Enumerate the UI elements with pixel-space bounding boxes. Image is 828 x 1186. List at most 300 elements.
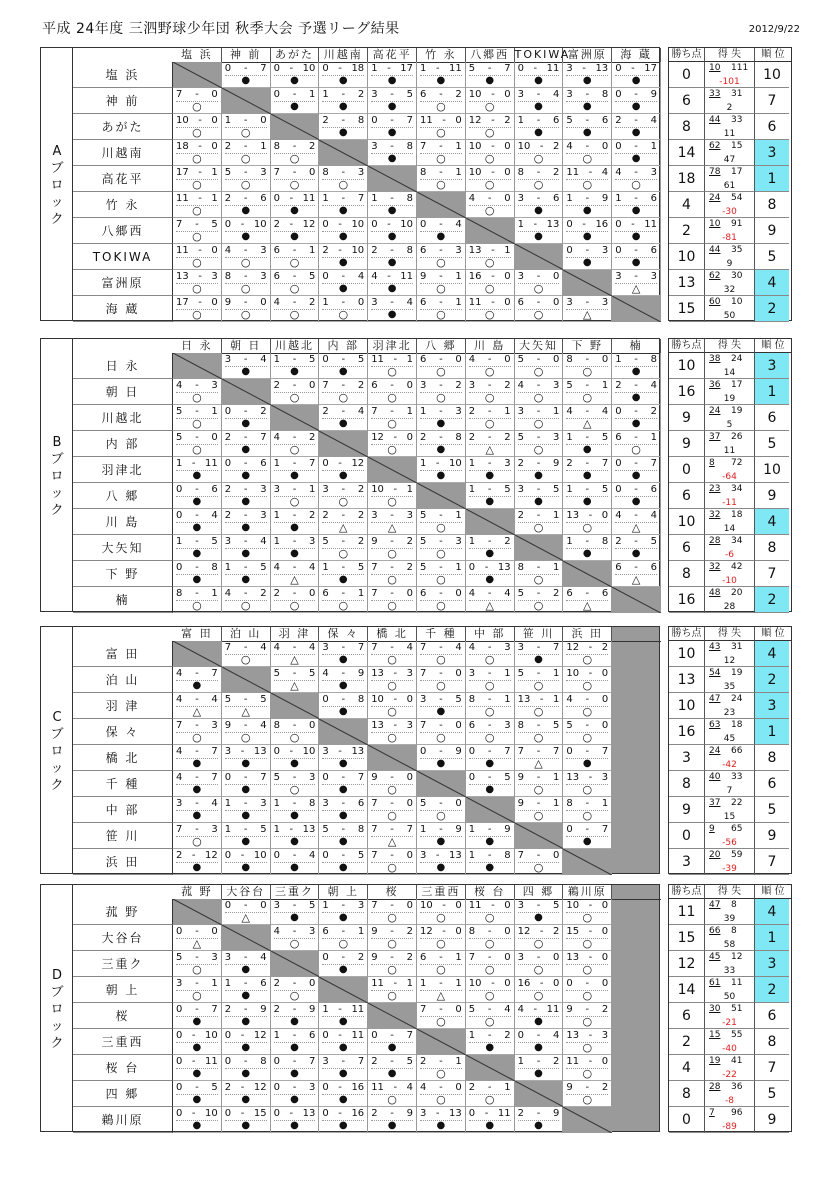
score-dash: -	[338, 1082, 342, 1093]
score-opp: 10	[351, 219, 365, 230]
score-opp: 1	[455, 952, 462, 963]
win-mark: ○	[582, 679, 593, 692]
match-cell	[417, 1055, 466, 1081]
score-opp: 11	[351, 1004, 365, 1015]
score-own: 4	[420, 1082, 427, 1093]
score-dash: -	[195, 406, 199, 417]
match-cell	[319, 899, 368, 925]
score-own: 2	[517, 510, 524, 521]
score-dash: -	[195, 1004, 199, 1015]
match-cell	[612, 509, 661, 535]
score-opp: 7	[601, 746, 609, 757]
score-own: 13	[566, 952, 580, 963]
win-points: 9	[669, 797, 705, 823]
win-mark: ○	[533, 963, 544, 976]
win-mark: ○	[582, 391, 593, 404]
win-mark: ○	[533, 521, 544, 534]
runs-cell	[705, 1029, 755, 1055]
score-opp: 5	[553, 484, 560, 495]
loss-mark: ●	[582, 127, 592, 138]
match-cell	[368, 509, 417, 535]
score-own: 8	[273, 720, 280, 731]
score-dash: -	[195, 978, 199, 989]
win-mark: ○	[484, 653, 495, 666]
win-mark: ○	[240, 256, 251, 269]
score-dash: -	[634, 115, 638, 126]
score-own: 8	[176, 588, 183, 599]
win-mark: ○	[338, 937, 349, 950]
score-opp: 8	[357, 824, 365, 835]
loss-mark: ●	[192, 574, 202, 585]
loss-mark: ●	[387, 1042, 397, 1053]
draw-mark: △	[534, 757, 543, 770]
score-own: 2	[615, 115, 622, 126]
score-opp: 0	[553, 297, 560, 308]
score-dash: -	[243, 1004, 248, 1015]
score-own: 10	[468, 89, 482, 100]
score-own: 2	[224, 432, 232, 443]
win-points: 10	[669, 509, 705, 535]
score-opp: 4	[260, 354, 267, 365]
match-cell	[222, 1107, 271, 1133]
score-opp: 1	[260, 141, 267, 152]
rank: 2	[755, 587, 789, 613]
self-match-cell	[466, 1055, 515, 1081]
score-own: 8	[566, 798, 573, 809]
score-opp: 1	[504, 245, 511, 256]
loss-mark: ●	[338, 862, 348, 873]
win-mark: ○	[582, 911, 593, 924]
loss-mark: ●	[290, 470, 299, 481]
score-dash: -	[195, 926, 199, 937]
match-cell	[466, 244, 515, 270]
score-own: 0	[273, 850, 280, 861]
score-dash: -	[487, 720, 492, 731]
win-mark: ○	[192, 989, 202, 1002]
win-points: 6	[669, 483, 705, 509]
loss-mark: ●	[241, 574, 251, 585]
match-cell	[222, 431, 271, 457]
match-cell	[612, 88, 661, 114]
draw-mark: △	[436, 989, 446, 1002]
score-own: 3	[224, 952, 232, 963]
score-dash: -	[634, 354, 638, 365]
score-own: 3	[322, 798, 329, 809]
score-opp: 1	[601, 798, 609, 809]
runs-against: 20	[731, 588, 743, 598]
score-opp: 0	[601, 900, 609, 911]
match-cell	[319, 483, 368, 509]
win-mark: ○	[192, 963, 202, 976]
score-own: 16	[517, 978, 531, 989]
score-dash: -	[198, 271, 202, 282]
score-own: 0	[322, 772, 329, 783]
score-opp: 2	[406, 562, 413, 573]
score-opp: 0	[601, 510, 609, 521]
score-own: 9	[517, 772, 524, 783]
win-points: 16	[669, 719, 705, 745]
score-opp: 2	[504, 115, 511, 126]
score-own: 0	[176, 1030, 183, 1041]
match-cell	[271, 88, 320, 114]
score-own: 6	[273, 271, 280, 282]
score-opp: 5	[309, 668, 316, 679]
score-opp: 8	[309, 798, 316, 809]
score-own: 8	[517, 720, 524, 731]
score-own: 7	[517, 850, 524, 861]
score-own: 3	[420, 694, 427, 705]
block-label	[41, 434, 73, 519]
run-difference: -8	[725, 1096, 734, 1106]
win-mark: ○	[533, 417, 544, 430]
column-header: 日 永	[173, 339, 222, 353]
score-dash: -	[585, 89, 590, 100]
score-own: 5	[566, 115, 573, 126]
runs-cell	[705, 431, 755, 457]
score-dash: -	[393, 978, 398, 989]
loss-mark: ●	[534, 1120, 543, 1131]
win-mark: ○	[436, 1093, 446, 1106]
score-opp: 3	[260, 798, 267, 809]
score-dash: -	[341, 89, 346, 100]
loss-mark: ●	[631, 470, 641, 481]
score-own: 4	[371, 271, 378, 282]
score-opp: 4	[601, 406, 609, 417]
block-label-char: ク	[50, 777, 64, 793]
score-own: 7	[176, 219, 183, 230]
standings-table	[668, 626, 792, 874]
score-dash: -	[634, 167, 638, 178]
match-cell	[368, 797, 417, 823]
score-opp: 0	[309, 588, 316, 599]
column-header: 川越北	[271, 339, 320, 353]
match-cell	[271, 1081, 320, 1107]
match-cell	[515, 431, 564, 457]
win-mark: ○	[240, 308, 251, 321]
win-mark: ○	[484, 308, 495, 321]
win-mark: ○	[582, 653, 593, 666]
score-dash: -	[338, 458, 342, 469]
score-own: 1	[420, 63, 427, 74]
score-opp: 0	[406, 694, 413, 705]
draw-mark: △	[241, 911, 250, 924]
loss-mark: ●	[338, 964, 348, 975]
win-mark: ○	[289, 256, 300, 269]
win-points: 16	[669, 379, 705, 405]
score-opp: 0	[504, 952, 511, 963]
score-dash: -	[240, 746, 245, 757]
score-own: 0	[615, 219, 622, 230]
loss-mark: ●	[338, 283, 348, 294]
score-opp: 13	[351, 746, 365, 757]
score-dash: -	[487, 850, 492, 861]
score-own: 2	[517, 1108, 524, 1119]
match-cell	[368, 114, 417, 140]
match-cell	[612, 140, 661, 166]
score-dash: -	[588, 952, 593, 963]
score-own: 0	[176, 1004, 183, 1015]
score-dash: -	[292, 720, 297, 731]
score-dash: -	[536, 1030, 541, 1041]
match-cell	[173, 823, 222, 849]
score-own: 7	[371, 588, 378, 599]
score-opp: 6	[553, 115, 560, 126]
score-dash: -	[191, 850, 196, 861]
score-dash: -	[195, 746, 199, 757]
win-mark: ○	[289, 178, 300, 191]
score-dash: -	[341, 406, 346, 417]
score-own: 0	[322, 1030, 329, 1041]
runs-for: 78	[709, 167, 721, 177]
loss-mark: ●	[290, 912, 299, 923]
win-mark: ○	[338, 599, 349, 612]
score-dash: -	[536, 720, 541, 731]
score-dash: -	[191, 1108, 196, 1119]
score-own: 3	[615, 271, 622, 282]
score-opp: 4	[357, 271, 365, 282]
match-cell	[173, 379, 222, 405]
column-header: 桜	[368, 885, 417, 899]
loss-mark: ●	[241, 548, 251, 559]
match-cell	[563, 140, 612, 166]
score-own: 2	[322, 245, 329, 256]
score-opp: 7	[260, 432, 267, 443]
score-opp: 3	[406, 720, 413, 731]
match-cell	[222, 457, 271, 483]
score-dash: -	[439, 1082, 443, 1093]
block-c	[40, 626, 792, 874]
score-dash: -	[289, 63, 294, 74]
loss-mark: ●	[485, 75, 495, 86]
score-opp: 1	[504, 668, 511, 679]
score-dash: -	[243, 63, 248, 74]
match-cell	[612, 114, 661, 140]
score-dash: -	[243, 798, 248, 809]
match-cell	[368, 62, 417, 88]
score-opp: 0	[406, 900, 413, 911]
rank: 1	[755, 925, 789, 951]
score-own: 1	[273, 1030, 280, 1041]
win-mark: ○	[484, 152, 495, 165]
score-own: 4	[176, 380, 183, 391]
run-difference: -10	[722, 576, 737, 586]
self-match-cell	[319, 719, 368, 745]
rank: 6	[755, 405, 789, 431]
match-cell	[466, 849, 515, 875]
match-cell	[271, 745, 320, 771]
match-cell	[515, 379, 564, 405]
score-dash: -	[439, 354, 443, 365]
match-cell	[515, 951, 564, 977]
column-header: 下 野	[563, 339, 612, 353]
match-cell	[563, 353, 612, 379]
runs-for: 45	[709, 952, 721, 962]
team-name: 川越北	[73, 405, 173, 431]
runs-against: 11	[731, 978, 743, 988]
score-dash: -	[243, 458, 248, 469]
score-opp: 3	[601, 1030, 609, 1041]
score-dash: -	[292, 484, 297, 495]
score-opp: 5	[553, 900, 560, 911]
score-dash: -	[487, 1030, 492, 1041]
runs-cell	[705, 353, 755, 379]
team-name: 富 田	[73, 641, 173, 667]
match-cell	[417, 114, 466, 140]
column-header: 竹 永	[417, 48, 466, 62]
runs-for: 33	[709, 89, 721, 99]
score-opp: 2	[406, 926, 413, 937]
runs-for: 63	[709, 720, 721, 730]
score-dash: -	[289, 824, 294, 835]
win-mark: ○	[436, 1067, 446, 1080]
score-own: 3	[273, 484, 280, 495]
self-match-cell	[173, 353, 222, 379]
score-dash: -	[341, 562, 346, 573]
score-dash: -	[439, 406, 443, 417]
score-dash: -	[439, 297, 443, 308]
win-mark: ○	[484, 365, 495, 378]
score-dash: -	[393, 1082, 398, 1093]
score-own: 0	[322, 63, 329, 74]
win-mark: ○	[436, 679, 446, 692]
win-mark: ○	[582, 937, 593, 950]
score-own: 1	[420, 406, 427, 417]
score-own: 9	[371, 926, 378, 937]
self-match-cell	[515, 535, 564, 561]
score-own: 10	[468, 978, 482, 989]
score-opp: 11	[400, 271, 413, 282]
win-points: 13	[669, 270, 705, 296]
score-own: 6	[273, 245, 280, 256]
score-own: 10	[420, 900, 433, 911]
match-cell	[173, 270, 222, 296]
score-dash: -	[491, 141, 495, 152]
score-opp: 2	[504, 536, 511, 547]
win-mark: ○	[436, 963, 446, 976]
loss-mark: ●	[241, 496, 251, 507]
rank: 6	[755, 771, 789, 797]
score-dash: -	[390, 141, 394, 152]
win-mark: ○	[436, 256, 446, 269]
run-difference: 32	[723, 285, 736, 295]
score-opp: 0	[504, 89, 511, 100]
match-cell	[368, 771, 417, 797]
win-mark: ○	[436, 599, 446, 612]
score-dash: -	[243, 562, 248, 573]
rank: 7	[755, 1055, 789, 1081]
score-own: 0	[322, 694, 329, 705]
win-mark: ○	[436, 100, 446, 113]
win-mark: ○	[533, 937, 544, 950]
loss-mark: ●	[338, 912, 348, 923]
score-dash: -	[387, 271, 391, 282]
score-opp: 6	[650, 484, 657, 495]
score-opp: 6	[260, 193, 267, 204]
match-cell	[563, 823, 612, 849]
team-name: 千 種	[73, 771, 173, 797]
match-cell	[222, 114, 271, 140]
score-opp: 1	[406, 354, 413, 365]
team-name: 浜 田	[73, 849, 173, 875]
score-opp: 7	[211, 668, 218, 679]
score-opp: 4	[650, 380, 657, 391]
score-dash: -	[292, 167, 297, 178]
match-cell	[368, 244, 417, 270]
score-dash: -	[292, 668, 297, 679]
score-dash: -	[292, 458, 297, 469]
match-cell	[368, 192, 417, 218]
win-mark: ○	[240, 126, 251, 139]
score-own: 2	[517, 458, 524, 469]
match-cell	[563, 88, 612, 114]
runs-for: 32	[709, 562, 721, 572]
score-dash: -	[536, 458, 541, 469]
score-dash: -	[338, 245, 342, 256]
score-opp: 1	[455, 510, 462, 521]
win-points: 18	[669, 166, 705, 192]
block-label	[41, 967, 73, 1052]
win-mark: ○	[289, 282, 300, 295]
team-name: 保 々	[73, 719, 173, 745]
win-mark: ○	[240, 653, 251, 666]
score-dash: -	[487, 642, 492, 653]
score-own: 0	[176, 1082, 183, 1093]
match-cell	[417, 849, 466, 875]
win-mark: ○	[289, 731, 300, 744]
score-dash: -	[243, 406, 248, 417]
loss-mark: ●	[338, 101, 348, 112]
loss-mark: ●	[338, 680, 348, 691]
runs-for: 10	[709, 219, 721, 229]
match-cell	[222, 719, 271, 745]
match-cell	[222, 270, 271, 296]
match-cell	[271, 1107, 320, 1133]
score-opp: 0	[309, 380, 316, 391]
score-own: 0	[322, 1082, 329, 1093]
score-opp: 6	[553, 193, 560, 204]
rank: 4	[755, 509, 789, 535]
match-cell	[271, 925, 320, 951]
score-own: 4	[566, 406, 573, 417]
score-opp: 7	[406, 824, 413, 835]
score-dash: -	[536, 562, 541, 573]
team-name: 三重ク	[73, 951, 173, 977]
score-opp: 3	[601, 297, 609, 308]
loss-mark: ●	[436, 836, 446, 847]
score-opp: 11	[644, 219, 657, 230]
match-cell	[515, 457, 564, 483]
match-cell	[612, 535, 661, 561]
win-mark: ○	[631, 178, 641, 191]
match-cell	[319, 88, 368, 114]
score-opp: 7	[601, 458, 609, 469]
loss-mark: ●	[387, 283, 397, 294]
score-own: 3	[566, 89, 573, 100]
loss-mark: ●	[631, 366, 641, 377]
score-dash: -	[634, 536, 638, 547]
win-mark: ○	[533, 365, 544, 378]
loss-mark: ●	[387, 257, 397, 268]
draw-mark: △	[583, 417, 592, 430]
score-dash: -	[289, 746, 294, 757]
score-opp: 1	[553, 798, 560, 809]
score-own: 5	[322, 824, 329, 835]
win-points: 15	[669, 925, 705, 951]
column-header: 八郷西	[466, 48, 515, 62]
win-mark: ○	[533, 282, 544, 295]
score-own: 0	[322, 219, 329, 230]
score-dash: -	[243, 167, 248, 178]
